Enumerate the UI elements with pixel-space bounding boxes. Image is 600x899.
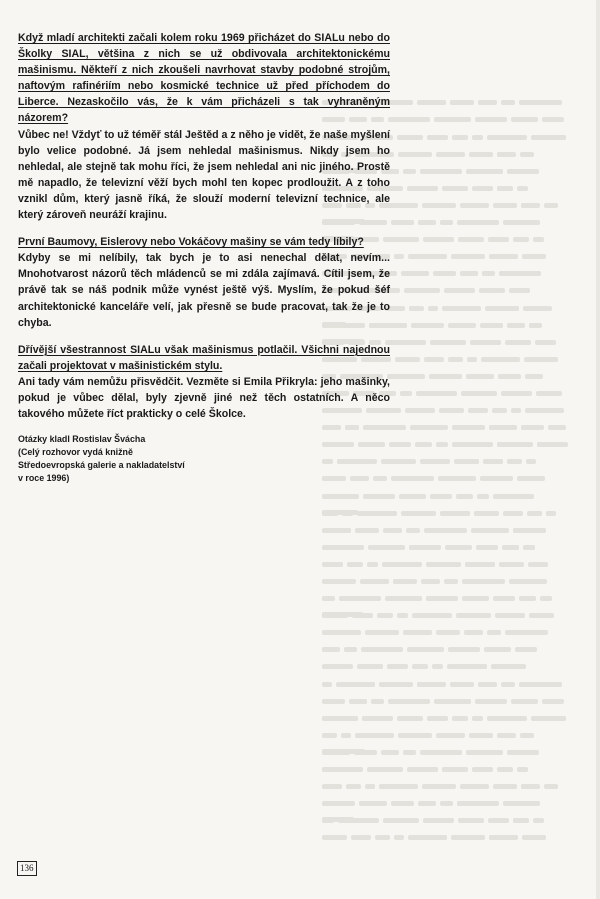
interview-column (18, 30, 390, 485)
bleed-through-line (322, 488, 572, 505)
credit-line-1: Otázky kladl Rostislav Švácha (18, 434, 146, 445)
bleed-through-line (322, 591, 572, 608)
bleed-through-line (322, 625, 572, 642)
question-3: Dřívější všestrannost SIALu však mašinismus potlačil. Všichni najednou začali projektovat v mašinistickém stylu. (18, 343, 390, 372)
answer-2: Kdyby se mi nelíbily, tak bych je to asi nenechal dělat, nevím... Mnohotvarost názorů těch mládenců se mi zdála zajímavá. Cítil jsem, že právě tak se náš podnik může vynést ještě výš. Myslím, že pokud šéf architektonické kanceláře velí, jak přesně se bude pracovat, tak že je to chyba. (18, 252, 390, 329)
question-1: Když mladí architekti začali kolem roku 1969 přicházet do SIALu nebo do Školky SIAL, většina z nich se už obdivovala architektonickému mašinismu. Někteří z nich zkoušeli navrhovat stavby podobné strojům, naftovým rafinériím nebo kosmické technice už před příchodem do Liberce. Nezaskočilo vás, že k vám přicházeli s tak vyhraněným názorem? (18, 32, 390, 125)
credit-line-4: v roce 1996) (18, 473, 70, 484)
bleed-through-line (322, 813, 572, 830)
qa-block-2 (18, 234, 390, 331)
bleed-through-line (322, 539, 572, 556)
bleed-through-line (322, 762, 572, 779)
bleed-through-line (322, 659, 572, 676)
page-edge-shadow (596, 0, 600, 899)
credit-line-3: Středoevropská galerie a nakladatelství (18, 460, 185, 471)
bleed-through-line (322, 557, 572, 574)
bleed-through-line (322, 608, 572, 625)
bleed-through-line (322, 642, 572, 659)
question-2: První Baumovy, Eislerovy nebo Vokáčovy mašiny se vám tedy líbily? (18, 236, 364, 249)
bleed-through-line (322, 830, 572, 845)
answer-1: Vůbec ne! Vždyť to už téměř stál Ještěd a z něho je vidět, že naše myšlení bylo velice podobné. Já jsem nehledal mašinismus. Nikdy jsem ho nehledal, ale stejně tak mohu říci, že jsem nehledal ani nic jiného. Prostě mě napadlo, že televizní věží bych mohl ten kopec prodloužit. A z toho vznikl dům, který jasně říká, že slouží moderní televizní technice, ale který zároveň neuráží krajinu. (18, 128, 390, 222)
bleed-through-line (322, 522, 572, 539)
credit-line-2: (Celý rozhovor vydá knižně (18, 447, 133, 458)
interview-credit (18, 433, 390, 485)
qa-block-1 (18, 30, 390, 223)
bleed-through-line (322, 779, 572, 796)
bleed-through-line (322, 727, 572, 744)
bleed-through-line (322, 574, 572, 591)
answer-3: Ani tady vám nemůžu přisvědčit. Vezměte si Emila Přikryla: jeho mašinky, pokud je vůbec dělal, byly zjevně jiné než těch ostatních. A něco takového můžete říct prakticky o celé Školce. (18, 375, 390, 421)
bleed-through-line (322, 505, 572, 522)
bleed-through-line (322, 693, 572, 710)
bleed-through-line (322, 710, 572, 727)
bleed-through-line (322, 676, 572, 693)
bleed-through-line (322, 745, 572, 762)
page-number: 136 (17, 861, 37, 876)
bleed-through-line (322, 796, 572, 813)
qa-block-3 (18, 342, 390, 422)
